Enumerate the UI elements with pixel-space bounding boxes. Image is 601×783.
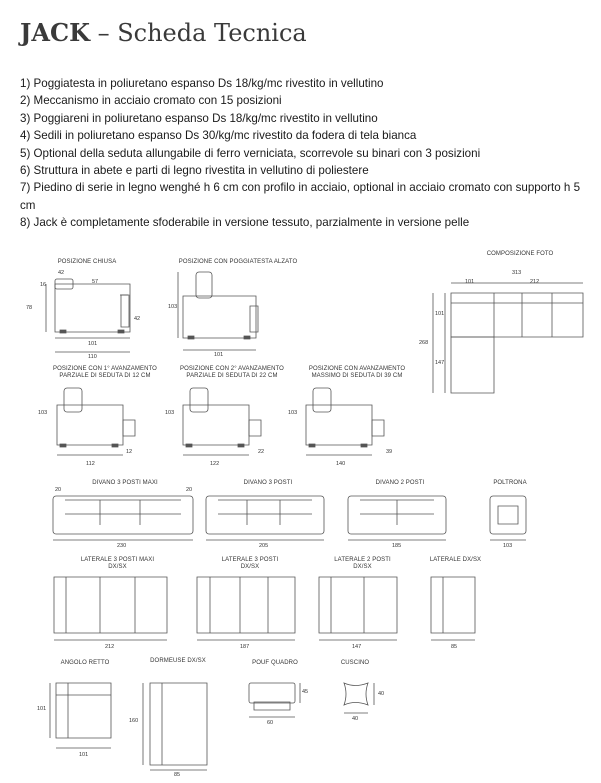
dim-av1-12: 12	[126, 449, 133, 455]
drawing-cuscino	[344, 683, 374, 713]
product-name: JACK	[20, 18, 90, 47]
label-laterale-3-maxi: LATERALE 3 POSTI MAXI DX/SX	[80, 557, 155, 570]
dim-lat-85: 85	[451, 644, 458, 650]
drawing-divano-3	[206, 496, 324, 540]
dim-poltrona-103: 103	[503, 543, 513, 549]
dim-chiusa-78: 78	[26, 305, 33, 311]
dim-chiusa-42b: 42	[134, 316, 141, 322]
dim-angolo-101a: 101	[37, 706, 47, 712]
spec-item: 2) Meccanismo in acciaio cromato con 15 posizioni	[20, 94, 282, 108]
dim-d3-205: 205	[259, 543, 269, 549]
label-laterale-3: LATERALE 3 POSTI DX/SX	[221, 557, 279, 570]
label-angolo-retto: ANGOLO RETTO	[60, 660, 110, 666]
dim-foto-212: 212	[530, 279, 540, 285]
page-title: JACK – Scheda Tecnica	[20, 18, 307, 47]
drawing-dormeuse	[143, 683, 207, 770]
label-divano-2: DIVANO 2 POSTI	[375, 480, 425, 486]
dim-d2-185: 185	[392, 543, 402, 549]
label-laterale: LATERALE DX/SX	[429, 557, 482, 563]
label-dormeuse: DORMEUSE DX/SX	[150, 658, 206, 664]
dim-pouf-60: 60	[267, 720, 274, 726]
spec-item: 5) Optional della seduta allungabile di ferro verniciata, scorrevole su binari con 3 posizioni	[20, 146, 481, 160]
dim-av3-39: 39	[386, 449, 393, 455]
dim-av1-103: 103	[38, 410, 48, 416]
label-divano-3-maxi: DIVANO 3 POSTI MAXI	[92, 480, 158, 486]
dim-av2-103: 103	[165, 410, 175, 416]
dim-foto-268: 268	[419, 340, 429, 346]
drawing-laterale	[431, 577, 475, 640]
dim-av3-103: 103	[288, 410, 298, 416]
dim-foto-101: 101	[465, 279, 475, 285]
dim-l2-147: 147	[352, 644, 362, 650]
drawing-laterale-3	[197, 577, 295, 640]
drawing-angolo-retto	[50, 683, 111, 748]
spec-item: 7) Piedino di serie in legno wenghé h 6 cm con profilo in acciaio, optional in acciaio cromato con supporto h 5 cm	[20, 181, 581, 212]
label-pouf-quadro: POUF QUADRO	[252, 660, 298, 666]
dim-dormeuse-160: 160	[129, 718, 139, 724]
dim-alzato-103: 103	[168, 304, 178, 310]
spec-item: 8) Jack è completamente sfoderabile in versione tessuto, parzialmente in versione pelle	[20, 216, 470, 230]
dim-chiusa-16: 16	[40, 282, 47, 288]
dim-chiusa-110: 110	[88, 354, 97, 360]
spec-item: 4) Sedili in poliuretano espanso Ds 30/kg/mc rivestito da fodera di tela bianca	[20, 129, 417, 143]
drawing-laterale-3-maxi	[54, 577, 167, 640]
dim-dm-20b: 20	[186, 487, 193, 493]
dim-av2-122: 122	[210, 461, 220, 467]
dim-l3m-212: 212	[105, 644, 115, 650]
dim-alzato-101: 101	[214, 352, 224, 358]
dim-l3-187: 187	[240, 644, 250, 650]
dim-av2-22: 22	[258, 449, 265, 455]
dim-dm-230: 230	[117, 543, 127, 549]
label-posizione-chiusa: POSIZIONE CHIUSA	[57, 259, 117, 265]
drawing-divano-3-maxi	[53, 496, 193, 540]
dim-cuscino-40a: 40	[378, 691, 385, 697]
dim-av3-140: 140	[336, 461, 346, 467]
drawing-avanzamento-2	[183, 388, 261, 455]
dim-angolo-101b: 101	[79, 752, 89, 758]
spec-item: 3) Poggiareni in poliuretano espanso Ds 18/kg/mc rivestito in vellutino	[20, 111, 378, 125]
drawing-poggiatesta-alzato	[178, 272, 258, 350]
label-poggiatesta-alzato: POSIZIONE CON POGGIATESTA ALZATO	[178, 259, 298, 265]
drawing-pouf-quadro	[249, 683, 300, 717]
document-subtitle: Scheda Tecnica	[117, 19, 307, 47]
dim-foto-101b: 101	[435, 311, 445, 317]
label-poltrona: POLTRONA	[493, 480, 527, 486]
dim-foto-147: 147	[435, 360, 445, 366]
drawing-composizione-foto	[433, 283, 583, 393]
drawing-divano-2	[348, 496, 446, 540]
spec-item: 6) Struttura in abete e parti di legno rivestita in vellutino di poliestere	[20, 164, 369, 178]
drawing-avanzamento-3	[306, 388, 384, 455]
label-avanzamento-1: POSIZIONE CON 1° AVANZAMENTO PARZIALE DI SEDUTA DI 12 CM	[53, 366, 157, 379]
dim-chiusa-57: 57	[92, 279, 99, 285]
dim-chiusa-101: 101	[88, 341, 98, 347]
dim-av1-112: 112	[86, 461, 95, 467]
label-avanzamento-3: POSIZIONE CON AVANZAMENTO MASSIMO DI SEDUTA DI 39 CM	[308, 366, 406, 379]
label-laterale-2: LATERALE 2 POSTI DX/SX	[334, 557, 391, 570]
label-divano-3: DIVANO 3 POSTI	[243, 480, 293, 486]
dim-chiusa-42: 42	[58, 270, 65, 276]
dim-foto-313: 313	[512, 270, 522, 276]
drawing-poltrona	[490, 496, 526, 540]
spec-item: 1) Poggiatesta in poliuretano espanso Ds 18/kg/mc rivestito in vellutino	[20, 77, 384, 90]
dim-cuscino-40b: 40	[352, 716, 359, 722]
drawing-avanzamento-1	[57, 388, 135, 455]
label-cuscino: CUSCINO	[340, 660, 370, 666]
dim-pouf-45: 45	[302, 689, 309, 695]
label-avanzamento-2: POSIZIONE CON 2° AVANZAMENTO PARZIALE DI SEDUTA DI 22 CM	[180, 366, 284, 379]
drawing-laterale-2	[319, 577, 397, 640]
label-composizione-foto: COMPOSIZIONE FOTO	[486, 251, 554, 257]
dim-dormeuse-85: 85	[174, 772, 181, 778]
dim-dm-20a: 20	[55, 487, 62, 493]
